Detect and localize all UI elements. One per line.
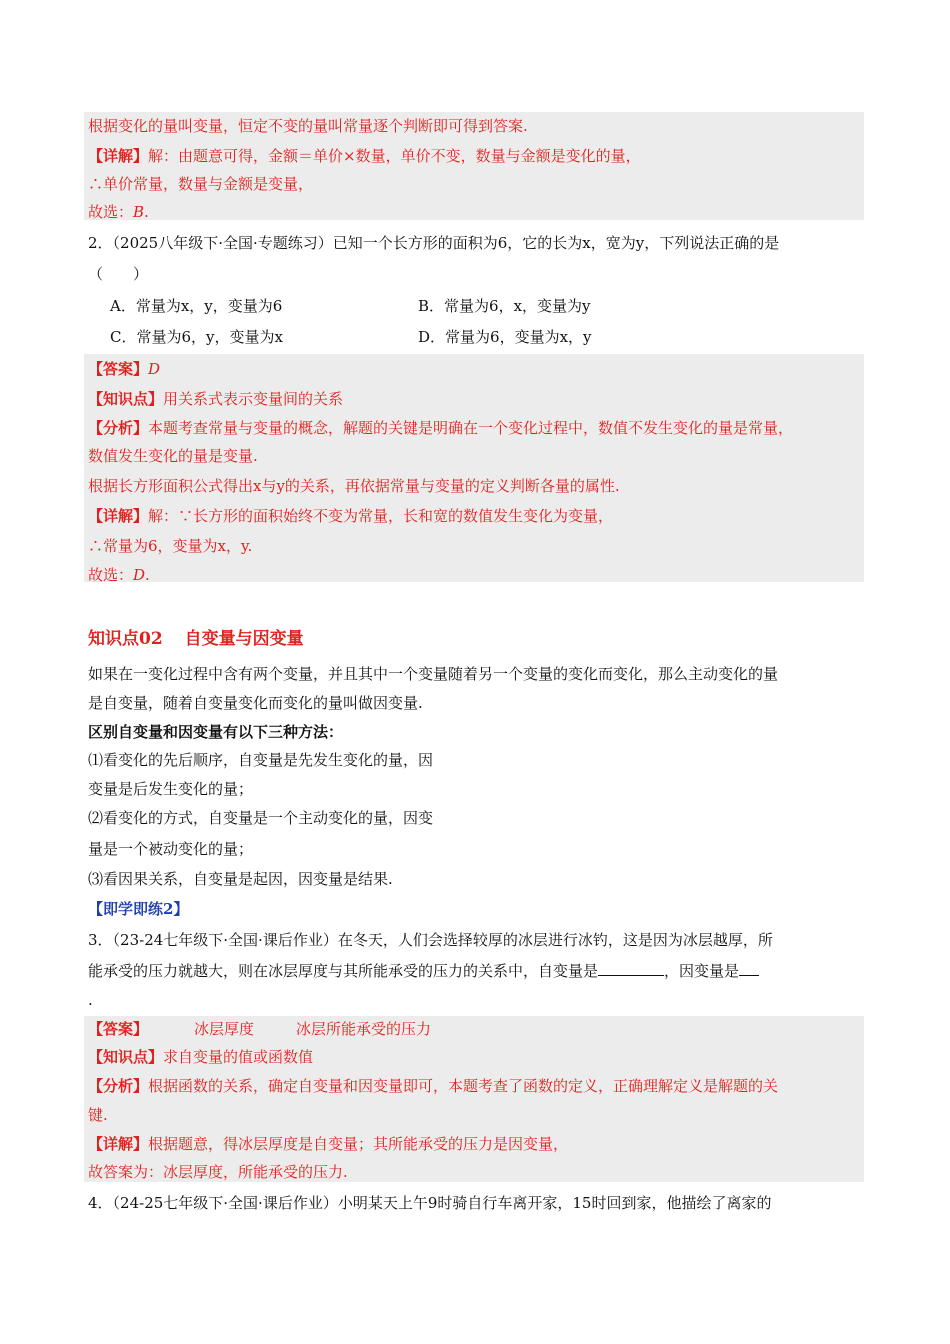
analysis-line-2: 键. (88, 1106, 108, 1124)
method-2-line-1: ⑵看变化的方式，自变量是一个主动变化的量，因变 (88, 809, 434, 827)
option-c: C．常量为6，y，变量为x (110, 328, 283, 346)
answer-blank-1[interactable] (598, 961, 664, 976)
solution-box-3 (84, 1016, 864, 1182)
choice-line (88, 202, 149, 222)
knowledge-text: 求自变量的值或函数值 (163, 1048, 314, 1066)
method-1-line-1: ⑴看变化的先后顺序，自变量是先发生变化的量，因 (88, 751, 434, 769)
therefore-line: ∴常量为6，变量为x，y. (88, 537, 253, 555)
question-number: 4． (88, 1194, 113, 1212)
answer-blank-2[interactable] (739, 961, 759, 976)
option-d: D．常量为6，变量为x，y (418, 328, 592, 346)
detail-line (88, 1134, 568, 1154)
answer-label: 【答案】 (88, 1020, 149, 1038)
section-heading (88, 628, 304, 650)
answer-label: 【答案】 (88, 360, 149, 378)
choice-prefix: 故选： (88, 203, 134, 221)
choice-suffix: . (144, 203, 149, 221)
knowledge-text: 用关系式表示变量间的关系 (163, 390, 344, 408)
practice-label: 【即学即练2】 (88, 900, 189, 918)
analysis-line-2: 数值发生变化的量是变量. (88, 447, 258, 465)
analysis-line-1 (88, 418, 793, 438)
knowledge-line (88, 389, 343, 409)
choice-letter: B (133, 203, 145, 221)
option-a: A．常量为x，y，变量为6 (110, 297, 283, 315)
analysis-text: 根据函数的关系，确定自变量和因变量即可，本题考查了函数的定义，正确理解定义是解题的关 (148, 1077, 779, 1095)
detail-text: 根据题意，得冰层厚度是自变量；其所能承受的压力是因变量， (148, 1135, 569, 1153)
question-4-stem (88, 1193, 771, 1213)
analysis-line-3: 根据长方形面积公式得出x与y的关系，再依据常量与变量的定义判断各量的属性. (88, 477, 620, 495)
question-number: 2． (88, 234, 113, 252)
section-number: 知识点02 (88, 629, 163, 649)
method-1-line-2: 变量是后发生变化的量； (88, 780, 254, 798)
question-2-paren: （ ） (88, 265, 149, 283)
section-para-line-2: 是自变量，随着自变量变化而变化的量叫做因变量. (88, 694, 423, 712)
detail-text: 解：由题意可得，金额＝单价×数量，单价不变，数量与金额是变化的量， (148, 147, 641, 165)
answer-value-2: 冰层所能承受的压力 (296, 1020, 432, 1038)
knowledge-label: 【知识点】 (88, 1048, 164, 1066)
answer-value: D (148, 360, 161, 378)
answer-line (88, 1019, 431, 1039)
question-3-stem (88, 930, 773, 950)
analysis-continuation: 根据变化的量叫变量，恒定不变的量叫常量逐个判断即可得到答案. (88, 117, 528, 135)
detail-label: 【详解】 (88, 1135, 149, 1153)
question-text: 能承受的压力就越大，则在冰层厚度与其所能承受的压力的关系中，自变量是 (88, 962, 599, 980)
detail-line (88, 146, 641, 166)
question-text: （2025八年级下·全国·专题练习）已知一个长方形的面积为6，它的长为x，宽为y，下列说法正确的是 (112, 234, 780, 252)
method-2-line-2: 量是一个被动变化的量； (88, 840, 254, 858)
method-3: ⑶看因果关系，自变量是起因，因变量是结果. (88, 870, 393, 888)
question-2-stem (88, 233, 779, 253)
choice-prefix: 故选： (88, 566, 134, 584)
knowledge-line (88, 1047, 313, 1067)
choice-letter: D (133, 566, 146, 584)
detail-line (88, 506, 613, 526)
final-answer-line: 故答案为：冰层厚度，所能承受的压力. (88, 1163, 348, 1181)
question-text: ，因变量是 (664, 962, 740, 980)
choice-suffix: . (145, 566, 150, 584)
option-b: B．常量为6，x，变量为y (418, 297, 591, 315)
detail-label: 【详解】 (88, 507, 149, 525)
analysis-label: 【分析】 (88, 419, 149, 437)
question-text: （24-25七年级下·全国·课后作业）小明某天上午9时骑自行车离开家，15时回到家，他描绘了离家的 (112, 1194, 772, 1212)
analysis-text: 本题考查常量与变量的概念，解题的关键是明确在一个变化过程中，数值不发生变化的量是常量， (148, 419, 794, 437)
choice-line (88, 565, 150, 585)
question-3-stem-line-2 (88, 961, 759, 981)
analysis-label: 【分析】 (88, 1077, 149, 1095)
methods-title: 区别自变量和因变量有以下三种方法： (88, 723, 344, 741)
question-3-stem-line-3: . (88, 991, 93, 1009)
answer-line (88, 359, 160, 379)
detail-text: 解：∵长方形的面积始终不变为常量，长和宽的数值发生变化为变量， (148, 507, 614, 525)
answer-value-1: 冰层厚度 (194, 1020, 255, 1038)
knowledge-label: 【知识点】 (88, 390, 164, 408)
section-para-line-1: 如果在一变化过程中含有两个变量，并且其中一个变量随着另一个变量的变化而变化，那么主动变化的量 (88, 665, 779, 683)
question-number: 3． (88, 931, 113, 949)
section-title: 自变量与因变量 (184, 629, 304, 649)
question-text: （23-24七年级下·全国·课后作业）在冬天，人们会选择较厚的冰层进行冰钓，这是因为冰层越厚，所 (112, 931, 773, 949)
detail-label: 【详解】 (88, 147, 149, 165)
analysis-line-1 (88, 1076, 778, 1096)
therefore-line: ∴单价常量，数量与金额是变量， (88, 175, 314, 193)
